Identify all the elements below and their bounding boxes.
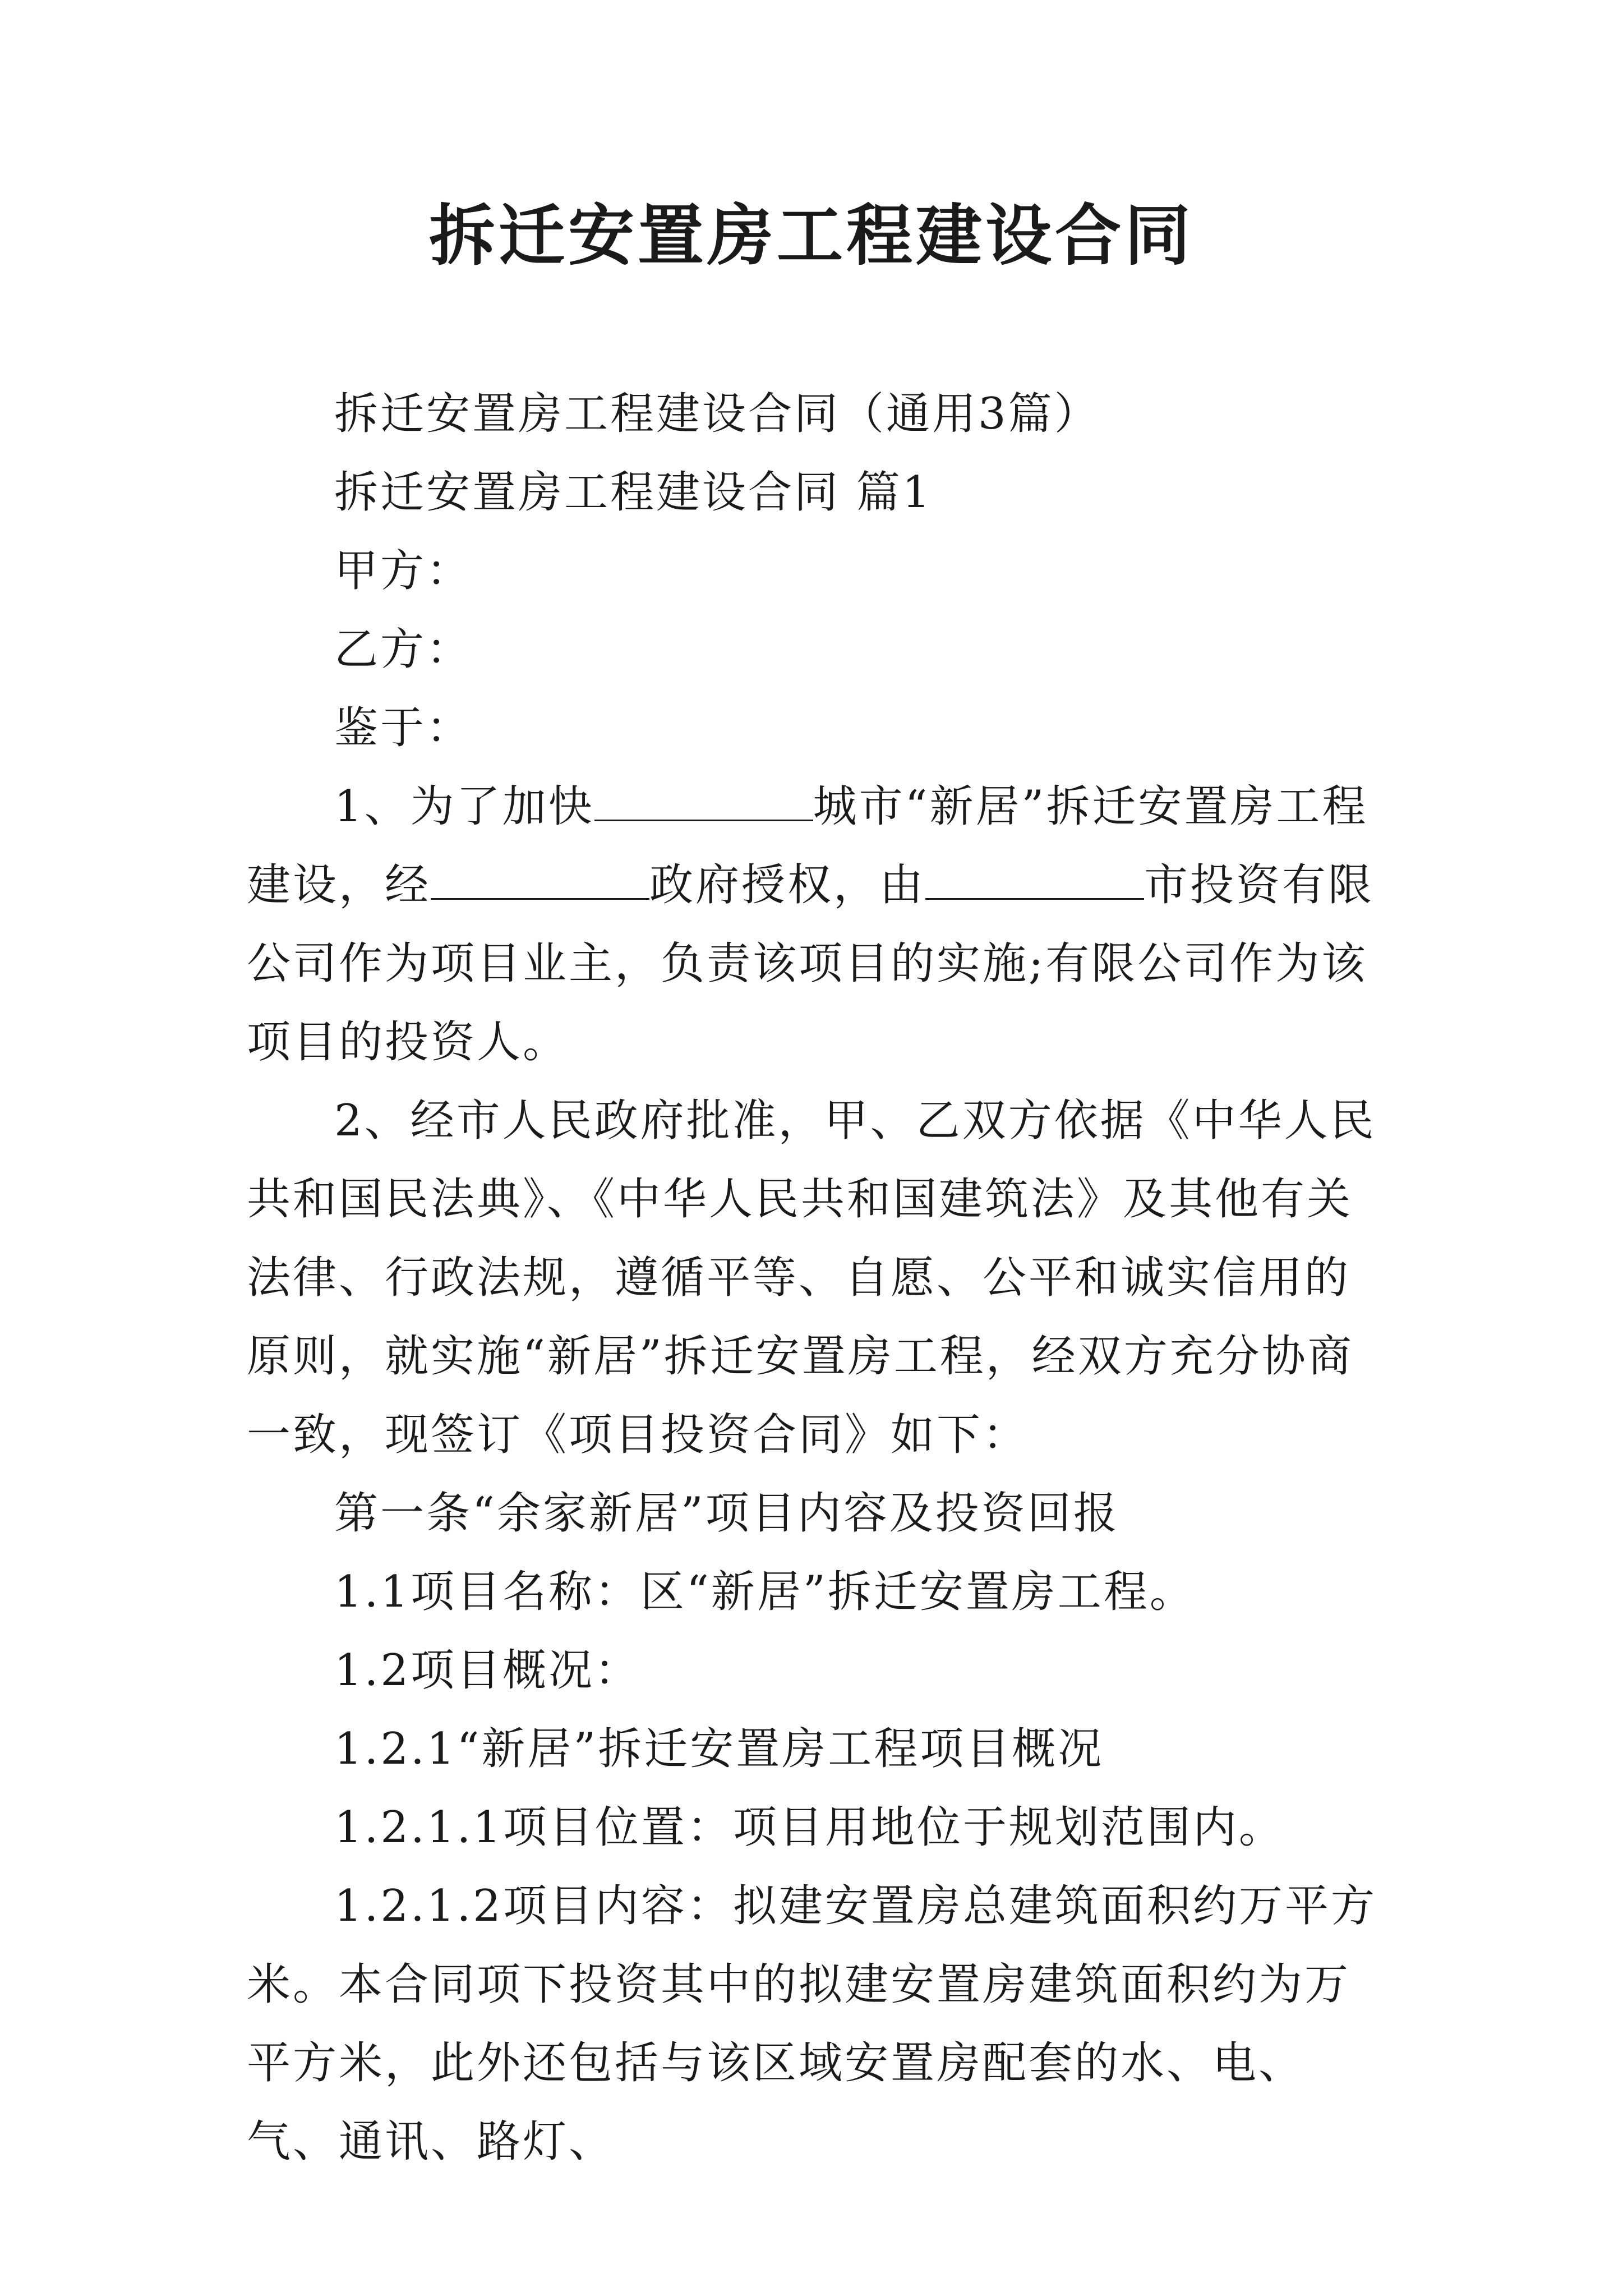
clause-2: 2、经市人民政府批准，甲、乙双方依据《中华人民共和国民法典》、《中华人民共和国建筑法》及其他有关法律、行政法规，遵循平等、自愿、公平和诚实信用的原则，就实施“新居”拆迁安置房工程，经双方充分协商一致，现签订《项目投资合同》如下： bbox=[247, 1096, 1376, 1460]
fill-in-blank-city bbox=[594, 780, 813, 821]
clause-1-part-1: 1、为了加快 bbox=[334, 781, 594, 832]
item-1-1: 1.1项目名称：区“新居”拆迁安置房工程。 bbox=[334, 1567, 1196, 1617]
party-b-line: 乙方： bbox=[334, 624, 473, 675]
fill-in-blank-company bbox=[925, 859, 1144, 900]
subtitle: 拆迁安置房工程建设合同（通用3篇） bbox=[334, 389, 1100, 439]
part-heading: 拆迁安置房工程建设合同 篇1 bbox=[334, 467, 933, 518]
clause-1-part-4: 市投资有限公司作为项目业主，负责该项目的实施;有限公司作为该项目的投资人。 bbox=[247, 860, 1375, 1068]
clause-1 bbox=[247, 767, 1380, 1082]
item-1-2: 1.2项目概况： bbox=[334, 1645, 641, 1696]
item-1-2-1-1: 1.2.1.1项目位置：项目用地位于规划范围内。 bbox=[334, 1802, 1285, 1853]
clause-1-part-3: 政府授权，由 bbox=[649, 860, 926, 910]
clause-1-part-2: 城市“新居”拆迁安置房工程建设，经 bbox=[247, 781, 1368, 910]
item-1-2-1: 1.2.1“新居”拆迁安置房工程项目概况 bbox=[334, 1724, 1104, 1774]
document-body bbox=[247, 375, 1380, 2181]
party-a-line: 甲方： bbox=[334, 546, 473, 596]
item-1-2-1-2: 1.2.1.2项目内容：拟建安置房总建筑面积约万平方米。本合同项下投资其中的拟建安置房建筑面积约为万平方米，此外还包括与该区域安置房配套的水、电、气、通讯、路灯、 bbox=[247, 1881, 1377, 2167]
whereas-line: 鉴于： bbox=[334, 703, 473, 753]
fill-in-blank-government bbox=[431, 859, 649, 900]
document-title: 拆迁安置房工程建设合同 bbox=[428, 196, 1194, 274]
article-1-heading: 第一条“余家新居”项目内容及投资回报 bbox=[334, 1488, 1119, 1539]
